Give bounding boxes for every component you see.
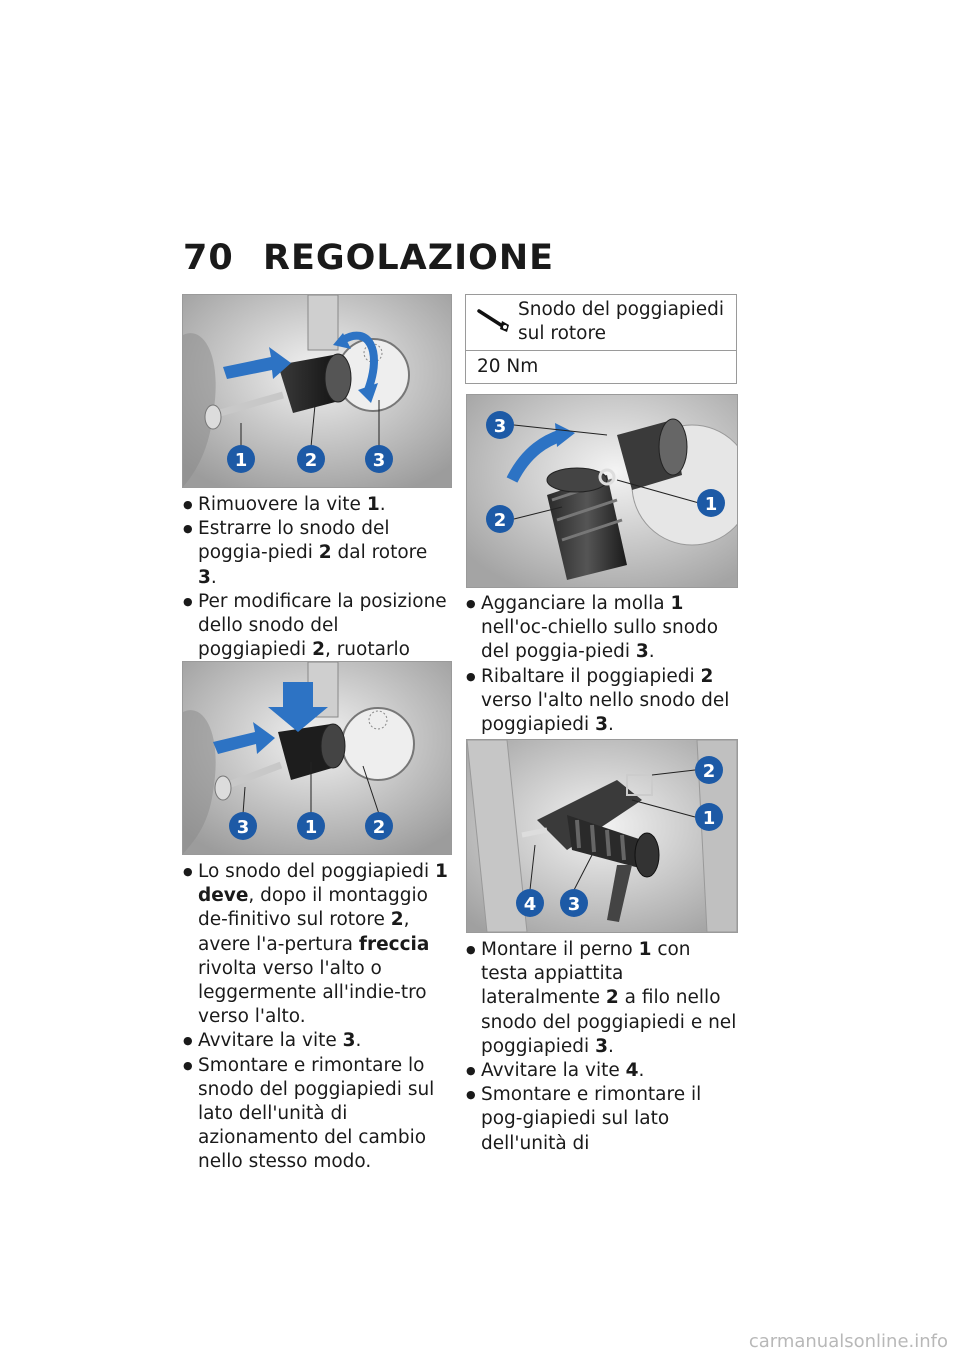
torque-spec-value: 20 Nm [477, 356, 539, 377]
callout-label: 1 [304, 817, 318, 838]
callout-label: 1 [702, 808, 716, 829]
list-item: ● Avvitare la vite 3. [183, 1029, 451, 1053]
torque-spec-table [465, 294, 737, 384]
torque-spec-label-row [466, 295, 736, 351]
list-item: ● Agganciare la molla 1 nell'oc-chiello sullo snodo del poggia-piedi 3. [466, 592, 738, 665]
callout-label: 2 [372, 817, 386, 838]
list-item: ● Lo snodo del poggiapiedi 1 deve, dopo il montaggio de-finitivo sul rotore 2, avere l'a-pertura freccia rivolta verso l'alto o leggermente all'indie-tro verso l'alto. [183, 860, 451, 1029]
callout-label: 3 [236, 817, 250, 838]
callout-label: 3 [372, 450, 386, 471]
list-item: ● Smontare e rimontare lo snodo del poggiapiedi sul lato dell'unità di azionamento del cambio nello stesso modo. [183, 1054, 451, 1175]
illustration-footrest-joint-1 [183, 295, 451, 487]
list-item: ● Ribaltare il poggiapiedi 2 verso l'alto nello snodo del poggiapiedi 3. [466, 665, 738, 738]
steps-list-2 [183, 860, 451, 1175]
steps-list-4 [466, 938, 738, 1156]
illustration-footrest-pin [467, 740, 737, 932]
watermark: carmanualsonline.info [748, 1331, 948, 1352]
figure-remove-screw [182, 294, 452, 488]
callout-label: 1 [704, 494, 718, 515]
figure-spring-hook [466, 394, 738, 588]
page-number: 70 [183, 238, 234, 278]
callout-label: 2 [304, 450, 318, 471]
steps-list-3 [466, 592, 738, 737]
page-title: REGOLAZIONE [263, 238, 555, 278]
list-item: ● Montare il perno 1 con testa appiattita lateralmente 2 a filo nello snodo del poggiapiedi e nel poggiapiedi 3. [466, 938, 738, 1059]
illustration-footrest-spring [467, 395, 737, 587]
list-item: ● Smontare e rimontare il pog-giapiedi sul lato dell'unità di [466, 1083, 738, 1156]
callout-label: 2 [702, 761, 716, 782]
callout-label: 3 [567, 894, 581, 915]
figure-joint-orientation [182, 661, 452, 855]
callout-label: 2 [493, 510, 507, 531]
list-item: ● Estrarre lo snodo del poggia-piedi 2 dal rotore 3. [183, 517, 451, 590]
list-item: ● Per modificare la posizione dello snodo del poggiapiedi 2, ruotarlo [183, 590, 451, 711]
illustration-footrest-joint-2 [183, 662, 451, 854]
list-item: ● Avvitare la vite 4. [466, 1059, 738, 1083]
callout-label: 4 [523, 894, 537, 915]
callout-label: 3 [493, 416, 507, 437]
torque-wrench-icon [476, 305, 512, 335]
page-header [183, 238, 554, 278]
torque-spec-label: Snodo del poggiapiedi sul rotore [518, 299, 725, 344]
figure-mount-pin [466, 739, 738, 933]
callout-label: 1 [234, 450, 248, 471]
list-item: ● Rimuovere la vite 1. [183, 493, 451, 517]
